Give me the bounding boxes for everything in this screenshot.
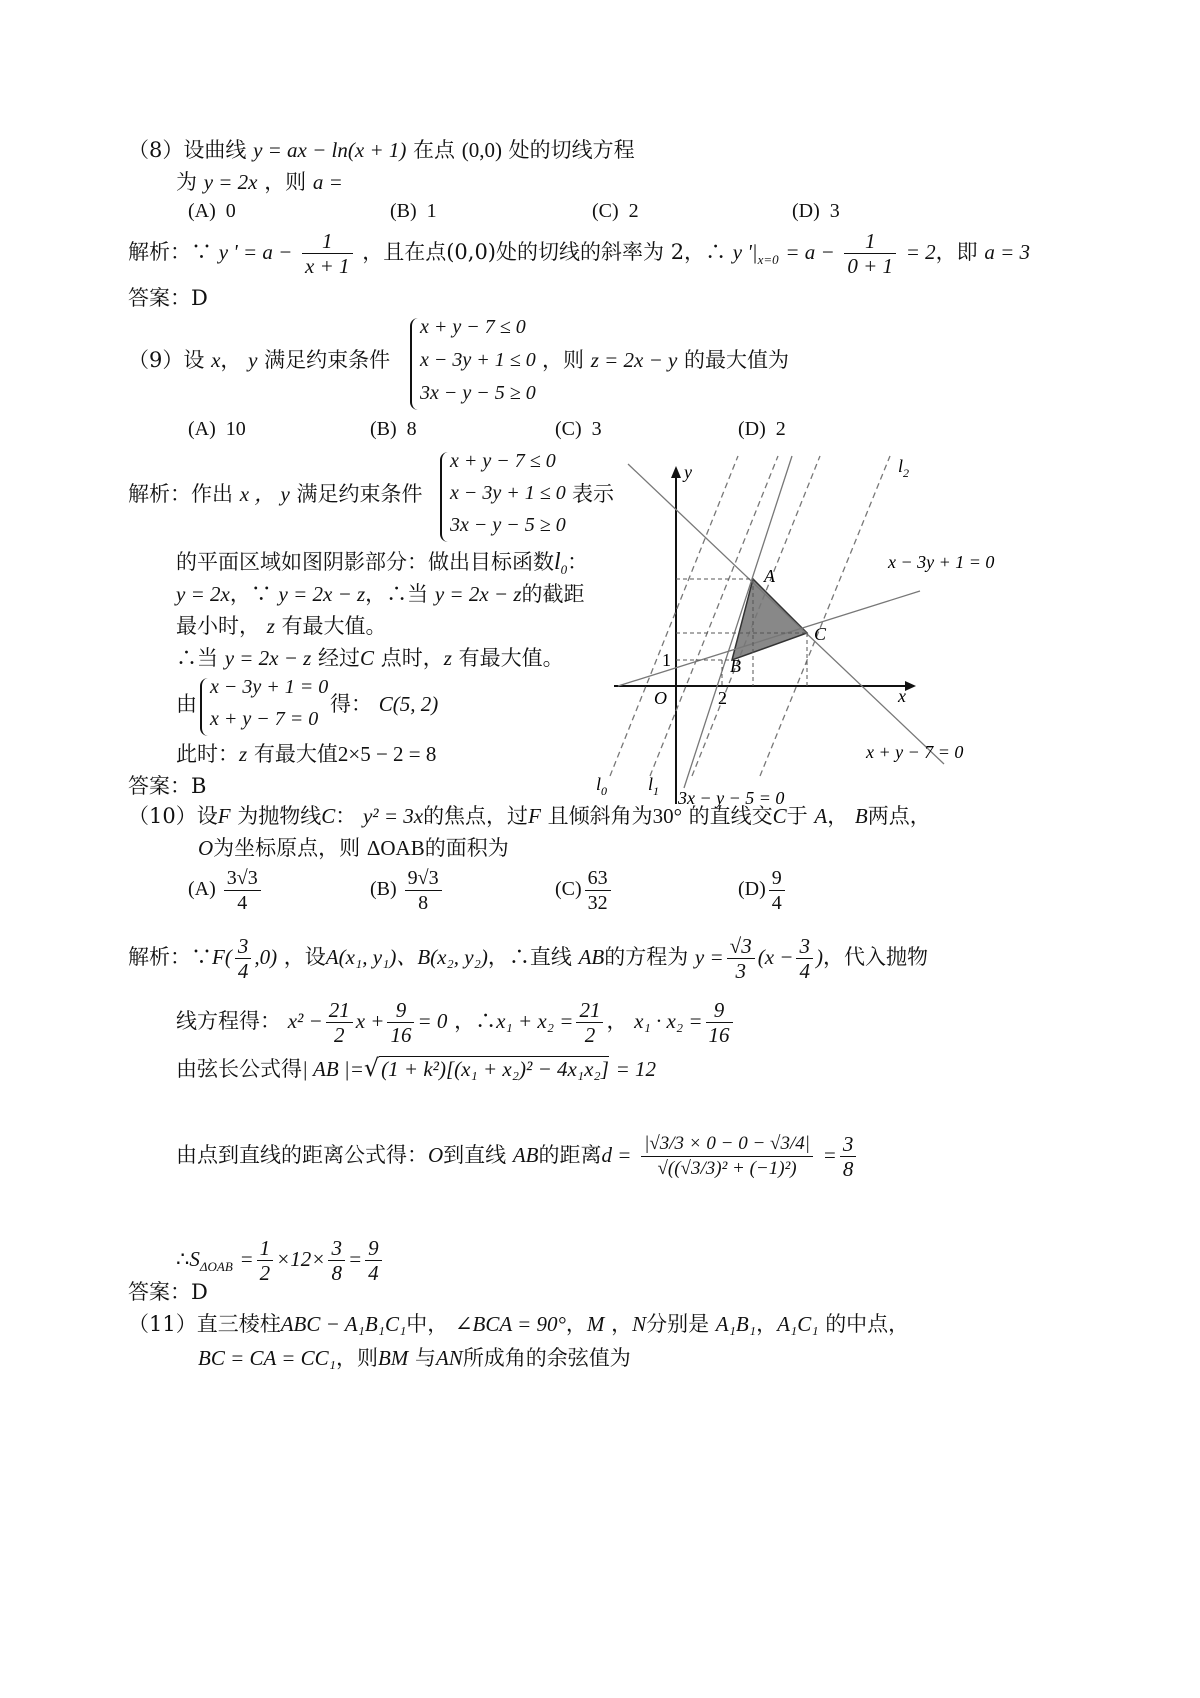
q9-constraint-1: x + y − 7 ≤ 0 (420, 316, 526, 338)
q9-option-a[interactable]: (A) 10 (188, 418, 246, 440)
q9-analysis-c1: x + y − 7 ≤ 0 (450, 450, 556, 472)
q10-option-c[interactable]: (C) $\frac{63}{32}$ (555, 866, 614, 915)
q9-line6-label: 由 (176, 692, 197, 716)
q9-line7: 此时：z 有最大值2×5 − 2 = 8 (176, 742, 437, 766)
q10-analysis-line2: 线方程得： x² − $\frac{21}{2}$ x + $\frac{9}{16}$ = 0 ，∴x₁ + x₂ = $\frac{21}{2}$ ， x₁ · x₂ = $\frac{9}{16}$ (176, 994, 736, 1048)
q9-line2: 的平面区域如图阴影部分：做出目标函数$l_0$： (176, 549, 589, 578)
q10-chord: 由弦长公式得| AB |=√(1 + k²)[(x₁ + x₂)² − 4x₁x₂] = 12 (176, 1054, 657, 1082)
label-a: A (764, 566, 775, 586)
q10-analysis-line1: 解析：∵F( $\frac{3}{4}$ ,0) ，设A(x₁, y₁)、B(x₂, y₂)，∴直线 AB的方程为 y = $\frac{√3}{3}$ (x − $\frac{3}{4}$ )，代入抛物 (128, 934, 928, 983)
q9-line6: 得： C(5, 2) (330, 692, 439, 716)
q9-brace (410, 318, 420, 410)
q11-stem-line2: BC = CA = CC₁，则BM 与AN所成角的余弦值为 (198, 1346, 631, 1370)
q10-option-d[interactable]: (D) $\frac{9}{4}$ (738, 866, 788, 915)
q8-option-b[interactable]: (B) 1 (390, 200, 437, 222)
q9-option-b[interactable]: (B) 8 (370, 418, 417, 440)
q9-line3: y = 2x，∵ y = 2x − z，∴当 y = 2x − z的截距 (176, 582, 585, 606)
label-eq1: x − 3y + 1 = 0 (888, 552, 995, 572)
q9-analysis-c3: 3x − y − 5 ≥ 0 (450, 514, 566, 536)
q9-stem-b: ，则 z = 2x − y 的最大值为 (542, 348, 790, 372)
label-y: y (684, 462, 692, 482)
q10-option-b[interactable]: (B) $\frac{9√3}{8}$ (370, 866, 445, 915)
q8-analysis: 解析：∵ y ' = a − $\frac{1}{x + 1}$ ，且在点(0,0)处的切线的斜率为 2，∴ y '$|_{x=0} = a$ − $\frac{1}{0 + 1}$ = 2，即 a = 3 (128, 229, 1030, 278)
label-o: O (654, 688, 667, 708)
q8-frac1: $\frac{1}{x + 1}$ (302, 229, 353, 278)
label-1: 1 (662, 650, 671, 670)
q8-frac2: $\frac{1}{0 + 1}$ (844, 229, 896, 278)
line-l-mid (692, 456, 820, 776)
label-l0: $l_0$ (596, 774, 608, 798)
line-l0 (610, 456, 738, 776)
q9-system-1: x − 3y + 1 = 0 (210, 676, 329, 698)
label-c: C (814, 624, 827, 644)
q9-analysis-b: 表示 (572, 482, 614, 506)
x-axis-arrow (905, 681, 916, 691)
q10-stem-line2: O为坐标原点，则 ΔOAB的面积为 (198, 836, 509, 860)
y-axis-arrow (671, 466, 681, 478)
q8-stem-line1: （8）设曲线 y = ax − ln(x + 1) 在点 (0,0) 处的切线方程 (128, 138, 635, 162)
q10-distance: 由点到直线的距离公式得：O到直线 AB的距离d = $\frac{|√3/3 \times 0 - 0 - √3/4|}{\text{√((√3/3)² + (−1)²)}}$ = $\frac{3}{8}$ (176, 1120, 859, 1190)
q9-constraint-3: 3x − y − 5 ≥ 0 (420, 382, 536, 404)
q9-line5: ∴当 y = 2x − z 经过C 点时，z 有最大值。 (176, 646, 564, 670)
q10-stem-line1: （10）设F 为抛物线C： y² = 3x的焦点，过F 且倾斜角为30° 的直线交C于 A， B两点， (128, 804, 931, 828)
q11-stem-line1: （11）直三棱柱ABC − A₁B₁C₁中， ∠BCA = 90°，M ，N分别是 A₁B₁，A₁C₁ 的中点， (128, 1312, 910, 1336)
q9-option-d[interactable]: (D) 2 (738, 418, 786, 440)
label-eq2: x + y − 7 = 0 (866, 742, 964, 762)
q9-line4: 最小时， z 有最大值。 (176, 614, 387, 638)
q9-analysis-a: 解析：作出 x ， y 满足约束条件 (128, 482, 423, 506)
q8-option-c[interactable]: (C) 2 (592, 200, 639, 222)
feasible-region (732, 579, 807, 660)
q9-feasible-region-graph (596, 448, 1040, 818)
q8-option-d[interactable]: (D) 3 (792, 200, 840, 222)
label-eq3: 3x − y − 5 = 0 (678, 788, 785, 808)
q9-option-c[interactable]: (C) 3 (555, 418, 602, 440)
q9-system-brace (200, 678, 210, 736)
q9-analysis-c2: x − 3y + 1 ≤ 0 (450, 482, 566, 504)
label-2: 2 (718, 688, 727, 708)
q8-option-a[interactable]: (A) 0 (188, 200, 236, 222)
q9-analysis-brace (440, 452, 450, 542)
label-l2: $l_2$ (898, 456, 910, 480)
label-b: B (730, 656, 741, 676)
q9-constraint-2: x − 3y + 1 ≤ 0 (420, 349, 536, 371)
label-x: x (898, 686, 906, 706)
label-l1: $l_1$ (648, 774, 660, 798)
q10-option-a[interactable]: (A) $\frac{3√3}{4}$ (188, 866, 264, 915)
q8-stem-line2: 为 y = 2x ，则 a = (176, 170, 343, 194)
q9-answer: 答案：B (128, 774, 207, 798)
q10-answer: 答案：D (128, 1280, 208, 1304)
q10-area: $\therefore S_{\Delta OAB}$ = $\frac{1}{2}$ ×12× $\frac{3}{8}$ = $\frac{9}{4}$ (176, 1232, 385, 1294)
q9-system-2: x + y − 7 = 0 (210, 708, 319, 730)
q8-answer: 答案：D (128, 286, 208, 310)
q9-stem-a: （9）设 x， y 满足约束条件 (128, 348, 391, 372)
